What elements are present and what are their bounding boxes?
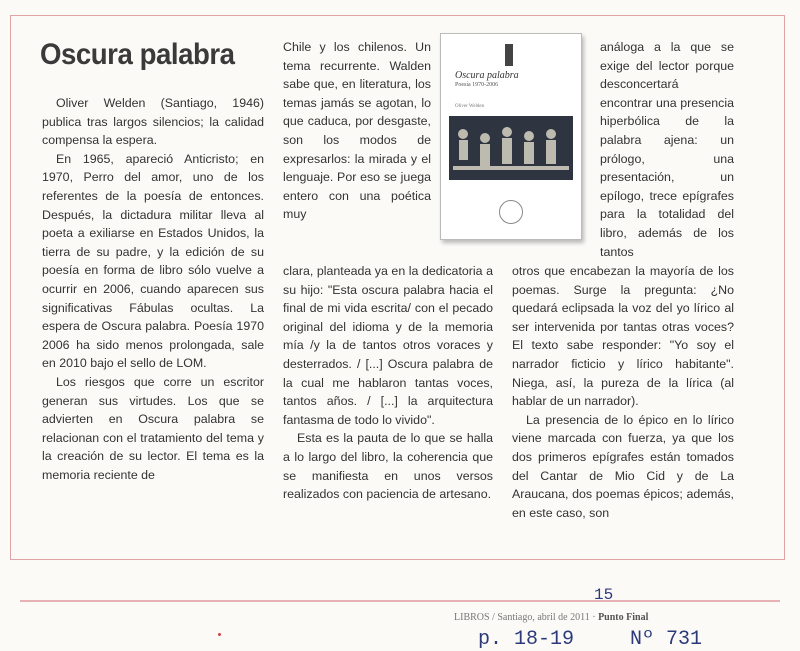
page-footer [454, 612, 648, 623]
ink-dot [218, 633, 221, 636]
column-1 [42, 94, 264, 484]
paragraph: Los riesgos que corre un escritor generan sus virtudes. Los que se advierten en Oscura palabra se relacionan con el tratamiento del tema y la creación de su lector. El tema es la memoria reciente de [42, 374, 264, 482]
paragraph: La presencia de lo épico en lo lírico viene marcada con fuerza, ya que los dos primeros epígrafes están tomados del Cantar de Mio Cid y de La Araucana, dos poemas épicos; además, en este caso, son [512, 412, 734, 520]
publisher-logo-icon [505, 44, 513, 66]
column-2-flow [283, 262, 493, 504]
cover-art [449, 116, 573, 180]
publisher-seal-icon [499, 200, 523, 224]
handwritten-issue: Nº 731 [630, 628, 703, 651]
paragraph: Esta es la pauta de lo que se halla a lo largo del libro, la coherencia que se manifiesta en unos versos realizados con paciencia de artesano. [283, 431, 493, 502]
handwritten-pages: p. 18-19 [478, 628, 575, 651]
footer-rule [20, 600, 780, 602]
column-3-flow [512, 262, 734, 522]
book-title: Oscura palabra [455, 70, 519, 81]
paragraph: Chile y los chilenos. Un tema recurrente. Walden sabe que, en literatura, los temas jamás se agotan, lo que caduca, por desgaste, son los modos de expresarlos: la mirada y el lenguaje. Por eso se juega entero con una poética muy [283, 40, 431, 222]
book-author: Oliver Welden [455, 104, 485, 109]
handwritten-mark: 15 [594, 586, 614, 604]
book-subtitle: Poesía 1970-2006 [455, 82, 499, 88]
paragraph: En 1965, apareció Anticristo; en 1970, Perro del amor, uno de los referentes de la poesía de entonces. Después, la dictadura militar lleva al poeta a exiliarse en Estados Unidos, la tierra de su padre, y la edición de su poesía en forma de libro sólo vuelve a ocurrir en 2006, cuando aparecen sus significativas Fábulas ocultas. La espera de Oscura palabra. Poesía 1970 2006 ha sido menos prolongada, sale en 2010 bajo el sello de LOM. [42, 151, 264, 371]
footer-text: LIBROS / Santiago, abril de 2011 · [454, 612, 599, 623]
paragraph: análoga a la que se exige del lector porque desconcertará encontrar una presencia hiperbólica de la palabra ajena: un prólogo, una presentación, un epílogo, trece epígrafes para la totalidad del libro, además de los tantos [600, 40, 734, 259]
paragraph: clara, planteada ya en la dedicatoria a su hijo: "Esta oscura palabra hacia el final de mi vida escrita/ con el pecado original del idioma y de la memoria mía /y la de tantos otros voraces y desterrados. / [...] Oscura palabra de la cual me hablaron tantas voces, tantos años. / [...] la arquitectura fantasma de todo lo vivido". [283, 264, 493, 427]
paragraph: otros que encabezan la mayoría de los poemas. Surge la pregunta: ¿No quedará eclipsada la voz del yo lírico al ser intervenida por tantas otras voces? El texto sabe responder: "Yo soy el narrador ficticio y lírico habitante". Niega, así, la pureza de la lírica (al hablar de un narrador). [512, 264, 734, 409]
book-cover-image [440, 33, 582, 240]
footer-brand: Punto Final [598, 612, 649, 623]
article-title: Oscura palabra [40, 38, 235, 71]
paragraph: Oliver Welden (Santiago, 1946) publica tras largos silencios; la calidad compensa la espera. [42, 96, 264, 148]
